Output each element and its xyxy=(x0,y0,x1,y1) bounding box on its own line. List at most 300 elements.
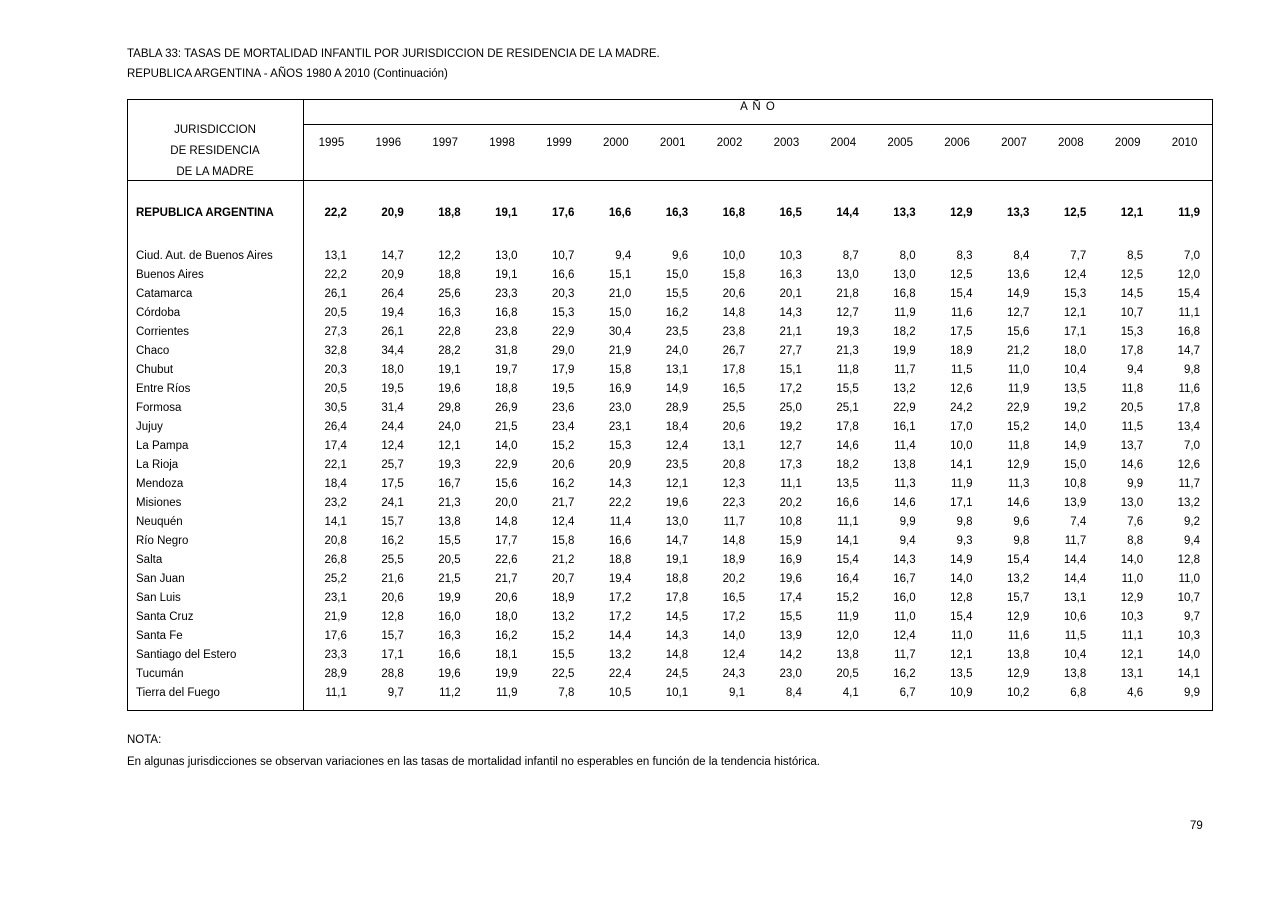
row-cell: 11,5 xyxy=(1121,420,1144,433)
row-cell: 13,7 xyxy=(1120,439,1144,452)
row-cell: 16,3 xyxy=(438,629,461,642)
year-header: 2009 xyxy=(1114,137,1141,149)
row-cell: 13,9 xyxy=(1063,496,1087,509)
row-cell: 21,9 xyxy=(324,610,347,623)
row-label: Tierra del Fuego xyxy=(136,686,220,699)
row-cell: 12,7 xyxy=(779,439,802,452)
page-number: 79 xyxy=(1190,820,1203,832)
row-cell: 4,6 xyxy=(1127,686,1144,699)
row-cell: 12,4 xyxy=(893,629,916,642)
row-cell: 11,0 xyxy=(1007,363,1030,376)
row-cell: 21,3 xyxy=(438,496,461,509)
row-cell: 30,4 xyxy=(608,325,632,338)
row-cell: 14,6 xyxy=(1120,458,1144,471)
row-cell: 16,8 xyxy=(1177,325,1200,338)
row-cell: 12,1 xyxy=(1120,207,1144,219)
row-cell: 14,0 xyxy=(1177,648,1200,661)
row-cell: 14,1 xyxy=(950,458,973,471)
row-cell: 15,4 xyxy=(950,287,973,300)
year-header: 2006 xyxy=(944,137,970,149)
row-cell: 17,8 xyxy=(722,363,745,376)
row-label: Salta xyxy=(136,553,163,566)
year-header: 2003 xyxy=(773,137,800,149)
row-cell: 28,9 xyxy=(665,401,689,414)
row-cell: 15,8 xyxy=(608,363,632,376)
row-cell: 24,3 xyxy=(722,667,745,680)
row-cell: 16,6 xyxy=(608,534,632,547)
row-cell: 15,1 xyxy=(608,268,632,281)
row-cell: 18,0 xyxy=(1063,344,1087,357)
row-cell: 24,5 xyxy=(665,667,689,680)
row-label: San Juan xyxy=(136,572,185,585)
row-cell: 14,8 xyxy=(722,534,745,547)
row-cell: 25,2 xyxy=(324,572,347,585)
row-label: Jujuy xyxy=(136,420,163,433)
table-row xyxy=(127,379,1213,398)
row-cell: 20,2 xyxy=(779,496,802,509)
row-cell: 21,1 xyxy=(779,325,802,338)
row-cell: 21,9 xyxy=(608,344,632,357)
row-cell: 23,0 xyxy=(608,401,632,414)
row-cell: 8,4 xyxy=(1013,249,1030,262)
row-cell: 31,4 xyxy=(381,401,404,414)
row-cell: 12,1 xyxy=(950,648,973,661)
row-cell: 16,8 xyxy=(722,207,745,219)
row-cell: 14,2 xyxy=(779,648,802,661)
row-cell: 12,6 xyxy=(950,382,973,395)
row-cell: 16,3 xyxy=(438,306,461,319)
row-label: Neuquén xyxy=(136,515,183,528)
row-cell: 11,0 xyxy=(1178,572,1200,585)
row-cell: 11,7 xyxy=(1064,534,1087,547)
year-header: 1996 xyxy=(375,137,402,149)
row-label: Formosa xyxy=(136,401,182,414)
row-cell: 8,4 xyxy=(785,686,802,699)
row-cell: 16,7 xyxy=(893,572,916,585)
row-cell: 16,9 xyxy=(779,553,802,566)
row-cell: 15,4 xyxy=(836,553,859,566)
row-cell: 19,1 xyxy=(438,363,461,376)
row-cell: 11,3 xyxy=(894,477,916,490)
row-cell: 19,6 xyxy=(438,382,461,395)
row-cell: 10,0 xyxy=(722,249,745,262)
row-cell: 13,2 xyxy=(1177,496,1200,509)
row-cell: 16,8 xyxy=(495,306,518,319)
row-label: Ciud. Aut. de Buenos Aires xyxy=(136,249,273,262)
row-cell: 19,1 xyxy=(665,553,689,566)
row-cell: 26,7 xyxy=(722,344,745,357)
year-header: 2004 xyxy=(830,137,857,149)
row-cell: 11,9 xyxy=(1178,207,1200,219)
row-cell: 12,7 xyxy=(836,306,859,319)
row-cell: 12,0 xyxy=(836,629,859,642)
row-cell: 12,9 xyxy=(950,207,973,219)
row-cell: 11,9 xyxy=(837,610,859,623)
row-cell: 13,1 xyxy=(722,439,745,452)
row-cell: 11,8 xyxy=(1007,439,1030,452)
row-cell: 12,1 xyxy=(1063,306,1087,319)
row-cell: 21,2 xyxy=(551,553,575,566)
row-label: Río Negro xyxy=(136,534,189,547)
row-cell: 11,5 xyxy=(950,363,973,376)
row-cell: 23,5 xyxy=(665,325,689,338)
row-cell: 13,5 xyxy=(950,667,973,680)
row-cell: 14,1 xyxy=(1177,667,1200,680)
row-cell: 12,9 xyxy=(1120,591,1144,604)
row-cell: 18,8 xyxy=(665,572,689,585)
row-cell: 14,3 xyxy=(665,629,689,642)
row-cell: 19,7 xyxy=(495,363,518,376)
row-cell: 20,9 xyxy=(381,207,404,219)
row-cell: 17,3 xyxy=(779,458,802,471)
table-row xyxy=(127,246,1213,265)
row-cell: 17,0 xyxy=(950,420,973,433)
row-cell: 8,0 xyxy=(899,249,916,262)
row-cell: 15,0 xyxy=(1063,458,1087,471)
row-cell: 9,4 xyxy=(899,534,916,547)
row-cell: 16,6 xyxy=(438,648,461,661)
stub-header-line-3: DE LA MADRE xyxy=(176,166,254,178)
row-cell: 24,1 xyxy=(381,496,404,509)
row-cell: 25,7 xyxy=(381,458,404,471)
row-cell: 13,4 xyxy=(1177,420,1200,433)
row-cell: 9,4 xyxy=(1127,363,1144,376)
row-cell: 19,5 xyxy=(381,382,404,395)
row-cell: 17,2 xyxy=(608,610,632,623)
row-cell: 13,3 xyxy=(1006,207,1030,219)
row-cell: 15,5 xyxy=(551,648,575,661)
row-cell: 11,8 xyxy=(837,363,859,376)
year-header: 1997 xyxy=(432,137,458,149)
table-row-total xyxy=(127,202,1213,224)
row-cell: 7,0 xyxy=(1184,249,1200,262)
row-cell: 18,8 xyxy=(438,268,461,281)
row-cell: 23,6 xyxy=(551,401,575,414)
row-cell: 10,8 xyxy=(779,515,802,528)
table-row xyxy=(127,417,1213,436)
row-cell: 12,4 xyxy=(722,648,745,661)
row-cell: 17,8 xyxy=(665,591,689,604)
row-cell: 23,3 xyxy=(324,648,347,661)
row-cell: 20,5 xyxy=(324,306,347,319)
row-cell: 18,2 xyxy=(893,325,916,338)
row-cell: 17,4 xyxy=(324,439,347,452)
row-cell: 12,4 xyxy=(1063,268,1087,281)
row-cell: 32,8 xyxy=(324,344,347,357)
row-cell: 17,2 xyxy=(722,610,745,623)
row-cell: 12,9 xyxy=(1006,610,1030,623)
row-cell: 19,9 xyxy=(495,667,518,680)
row-cell: 21,0 xyxy=(608,287,632,300)
row-cell: 13,8 xyxy=(1063,667,1087,680)
row-cell: 12,2 xyxy=(438,249,461,262)
row-cell: 14,8 xyxy=(665,648,689,661)
table-row xyxy=(127,550,1213,569)
row-cell: 15,0 xyxy=(665,268,689,281)
row-cell: 12,1 xyxy=(665,477,689,490)
row-cell: 23,1 xyxy=(608,420,632,433)
row-cell: 14,3 xyxy=(779,306,802,319)
row-cell: 16,5 xyxy=(722,591,745,604)
row-cell: 16,3 xyxy=(665,207,689,219)
table-row xyxy=(127,664,1213,683)
row-cell: 13,0 xyxy=(836,268,859,281)
table-row xyxy=(127,398,1213,417)
row-cell: 11,1 xyxy=(325,686,347,699)
year-header: 2007 xyxy=(1001,137,1027,149)
row-cell: 10,0 xyxy=(950,439,973,452)
row-cell: 25,1 xyxy=(836,401,859,414)
row-cell: 7,7 xyxy=(1070,249,1087,262)
row-cell: 9,9 xyxy=(1127,477,1144,490)
row-cell: 16,2 xyxy=(551,477,575,490)
row-cell: 21,2 xyxy=(1006,344,1030,357)
row-cell: 19,1 xyxy=(495,268,518,281)
year-header: 2002 xyxy=(716,137,743,149)
row-cell: 11,4 xyxy=(894,439,916,452)
row-cell: 16,5 xyxy=(779,207,802,219)
row-cell: 10,6 xyxy=(1063,610,1087,623)
row-cell: 17,1 xyxy=(381,648,404,661)
row-cell: 12,1 xyxy=(438,439,461,452)
row-cell: 21,7 xyxy=(551,496,575,509)
year-header: 1995 xyxy=(318,137,345,149)
row-cell: 26,1 xyxy=(324,287,347,300)
row-cell: 15,2 xyxy=(551,439,575,452)
row-cell: 22,2 xyxy=(324,207,347,219)
row-cell: 27,7 xyxy=(779,344,802,357)
row-cell: 18,0 xyxy=(495,610,518,623)
row-label: Entre Ríos xyxy=(136,382,191,395)
row-cell: 24,4 xyxy=(381,420,404,433)
row-cell: 8,8 xyxy=(1127,534,1144,547)
row-cell: 13,9 xyxy=(779,629,802,642)
table-row xyxy=(127,284,1213,303)
row-cell: 11,5 xyxy=(1064,629,1087,642)
row-cell: 14,9 xyxy=(1006,287,1030,300)
row-cell: 18,8 xyxy=(608,553,632,566)
row-cell: 11,1 xyxy=(780,477,802,490)
row-cell: 34,4 xyxy=(381,344,404,357)
row-cell: 15,0 xyxy=(608,306,632,319)
row-cell: 11,9 xyxy=(495,686,518,699)
row-cell: 12,4 xyxy=(551,515,575,528)
row-cell: 19,3 xyxy=(438,458,461,471)
row-cell: 20,3 xyxy=(551,287,575,300)
row-cell: 14,7 xyxy=(381,249,404,262)
row-cell: 9,9 xyxy=(1184,686,1200,699)
row-cell: 15,5 xyxy=(779,610,802,623)
table-title xyxy=(127,44,660,84)
row-cell: 15,3 xyxy=(1120,325,1144,338)
row-cell: 13,5 xyxy=(836,477,859,490)
row-cell: 21,5 xyxy=(438,572,461,585)
row-cell: 21,5 xyxy=(495,420,518,433)
row-cell: 16,6 xyxy=(608,207,632,219)
row-cell: 15,5 xyxy=(665,287,689,300)
row-cell: 16,2 xyxy=(665,306,689,319)
row-cell: 15,5 xyxy=(836,382,859,395)
row-cell: 14,0 xyxy=(1063,420,1087,433)
row-cell: 15,8 xyxy=(551,534,575,547)
row-cell: 15,3 xyxy=(1063,287,1087,300)
row-cell: 19,6 xyxy=(438,667,461,680)
row-cell: 11,9 xyxy=(894,306,916,319)
row-label: Tucumán xyxy=(136,667,184,680)
row-cell: 12,6 xyxy=(1177,458,1200,471)
row-cell: 14,3 xyxy=(893,553,916,566)
row-cell: 25,0 xyxy=(779,401,802,414)
row-cell: 14,6 xyxy=(893,496,916,509)
row-cell: 14,8 xyxy=(495,515,518,528)
row-cell: 14,5 xyxy=(665,610,689,623)
row-cell: 18,4 xyxy=(324,477,347,490)
row-cell: 22,9 xyxy=(893,401,916,414)
row-cell: 14,9 xyxy=(665,382,689,395)
row-cell: 20,2 xyxy=(722,572,745,585)
row-cell: 12,1 xyxy=(1120,648,1144,661)
row-cell: 24,0 xyxy=(438,420,461,433)
row-cell: 13,2 xyxy=(551,610,575,623)
row-cell: 18,4 xyxy=(665,420,689,433)
table-title-line-1: TABLA 33: TASAS DE MORTALIDAD INFANTIL POR JURISDICCION DE RESIDENCIA DE LA MADRE. xyxy=(127,48,660,60)
row-cell: 10,9 xyxy=(950,686,973,699)
row-cell: 13,8 xyxy=(438,515,461,528)
row-cell: 9,7 xyxy=(387,686,404,699)
row-cell: 15,6 xyxy=(495,477,518,490)
row-cell: 20,6 xyxy=(495,591,518,604)
row-cell: 14,4 xyxy=(1063,572,1087,585)
row-cell: 19,5 xyxy=(551,382,575,395)
column-group-header: A Ñ O xyxy=(740,101,776,113)
row-cell: 22,6 xyxy=(495,553,518,566)
table-row xyxy=(127,607,1213,626)
row-cell: 25,5 xyxy=(722,401,745,414)
row-cell: 23,3 xyxy=(495,287,518,300)
row-cell: 29,0 xyxy=(551,344,575,357)
row-cell: 28,9 xyxy=(324,667,347,680)
row-cell: 16,3 xyxy=(779,268,802,281)
row-cell: 25,5 xyxy=(381,553,404,566)
row-cell: 21,7 xyxy=(495,572,518,585)
row-cell: 14,1 xyxy=(324,515,347,528)
row-cell: 25,6 xyxy=(438,287,461,300)
row-cell: 11,6 xyxy=(1178,382,1200,395)
row-cell: 14,9 xyxy=(950,553,973,566)
row-cell: 14,9 xyxy=(1063,439,1087,452)
row-cell: 24,0 xyxy=(665,344,689,357)
row-label: Chaco xyxy=(136,344,170,357)
row-cell: 17,1 xyxy=(1063,325,1087,338)
row-cell: 11,8 xyxy=(1121,382,1144,395)
row-cell: 20,3 xyxy=(324,363,347,376)
row-cell: 15,2 xyxy=(1006,420,1030,433)
row-cell: 15,4 xyxy=(950,610,973,623)
row-cell: 12,0 xyxy=(1177,268,1200,281)
row-cell: 19,6 xyxy=(665,496,689,509)
row-cell: 12,8 xyxy=(950,591,973,604)
row-cell: 7,4 xyxy=(1070,515,1087,528)
note-heading: NOTA: xyxy=(127,734,162,746)
row-label: La Pampa xyxy=(136,439,189,452)
stub-column-header xyxy=(127,120,303,183)
row-cell: 12,4 xyxy=(381,439,404,452)
row-cell: 13,8 xyxy=(1006,648,1030,661)
row-label: Buenos Aires xyxy=(136,268,204,281)
row-label: La Rioja xyxy=(136,458,179,471)
row-cell: 22,8 xyxy=(438,325,461,338)
row-cell: 20,5 xyxy=(324,382,347,395)
row-label: San Luis xyxy=(136,591,181,604)
row-cell: 15,7 xyxy=(381,515,404,528)
table-row xyxy=(127,436,1213,455)
row-cell: 14,5 xyxy=(1120,287,1144,300)
row-cell: 8,3 xyxy=(956,249,973,262)
row-cell: 14,7 xyxy=(665,534,689,547)
row-cell: 17,6 xyxy=(324,629,347,642)
row-cell: 17,5 xyxy=(381,477,404,490)
table-row xyxy=(127,322,1213,341)
row-cell: 15,7 xyxy=(1006,591,1030,604)
row-cell: 18,9 xyxy=(551,591,575,604)
year-header: 1998 xyxy=(489,137,515,149)
row-cell: 14,0 xyxy=(722,629,745,642)
table-row xyxy=(127,265,1213,284)
row-label: Córdoba xyxy=(136,306,181,319)
table-row xyxy=(127,303,1213,322)
row-cell: 15,7 xyxy=(381,629,404,642)
row-cell: 11,6 xyxy=(1007,629,1030,642)
row-cell: 11,1 xyxy=(1178,306,1200,319)
row-cell: 11,7 xyxy=(723,515,745,528)
row-cell: 20,9 xyxy=(381,268,404,281)
row-cell: 23,1 xyxy=(324,591,347,604)
row-cell: 20,6 xyxy=(551,458,575,471)
table-group-header-rule xyxy=(303,124,1213,125)
row-cell: 16,0 xyxy=(893,591,916,604)
row-cell: 22,9 xyxy=(551,325,575,338)
row-label: REPUBLICA ARGENTINA xyxy=(136,207,274,219)
row-cell: 22,2 xyxy=(608,496,632,509)
row-cell: 17,1 xyxy=(950,496,973,509)
row-cell: 19,9 xyxy=(438,591,461,604)
row-cell: 20,0 xyxy=(495,496,518,509)
row-cell: 20,5 xyxy=(1120,401,1144,414)
row-label: Catamarca xyxy=(136,287,193,300)
row-cell: 10,2 xyxy=(1006,686,1030,699)
row-cell: 15,3 xyxy=(551,306,575,319)
row-cell: 19,1 xyxy=(495,207,518,219)
row-cell: 9,7 xyxy=(1184,610,1200,623)
row-cell: 20,6 xyxy=(722,420,745,433)
row-cell: 9,1 xyxy=(729,686,745,699)
row-cell: 17,8 xyxy=(836,420,859,433)
row-cell: 11,9 xyxy=(1007,382,1030,395)
row-cell: 12,8 xyxy=(1177,553,1200,566)
row-cell: 14,3 xyxy=(608,477,632,490)
row-cell: 14,1 xyxy=(836,534,859,547)
row-cell: 18,2 xyxy=(836,458,859,471)
row-label: Misiones xyxy=(136,496,182,509)
row-cell: 19,4 xyxy=(381,306,404,319)
row-cell: 11,0 xyxy=(950,629,973,642)
row-cell: 10,8 xyxy=(1063,477,1087,490)
table-row xyxy=(127,588,1213,607)
stub-header-line-1: JURISDICCION xyxy=(174,124,256,136)
row-cell: 11,0 xyxy=(1121,572,1144,585)
table-row xyxy=(127,531,1213,550)
row-cell: 12,5 xyxy=(1063,207,1087,219)
